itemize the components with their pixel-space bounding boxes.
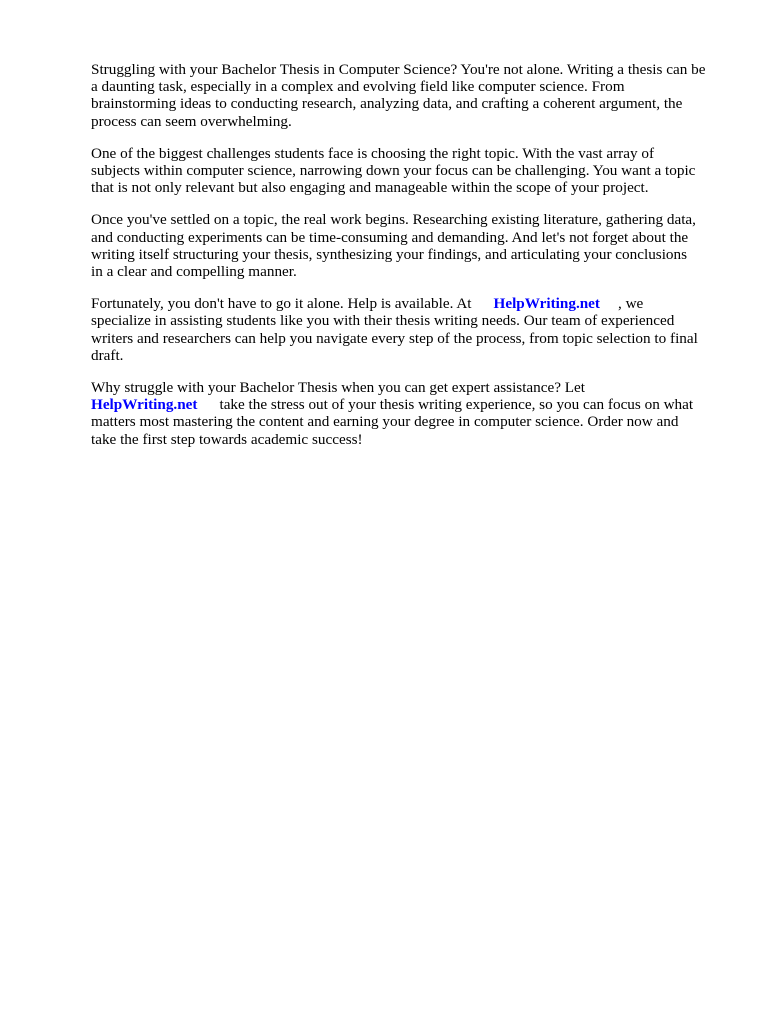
helpwriting-link-1[interactable]: HelpWriting.net bbox=[493, 295, 600, 313]
paragraph-help-text-before: Fortunately, you don't have to go it alone. Help is available. At bbox=[91, 295, 472, 313]
paragraph-intro: Struggling with your Bachelor Thesis in Computer Science? You're not alone. Writing a thesis can be a daunting task, especially in a complex and evolving field like computer science. From brainstorming ideas to conducting research, analyzing data, and crafting a coherent argument, the process can seem overwhelming. bbox=[91, 61, 706, 130]
paragraph-research: Once you've settled on a topic, the real work begins. Researching existing literature, gathering data, and conducting experiments can be time-consuming and demanding. And let's not forget about the writing itself structuring your thesis, synthesizing your findings, and articulating your conclusions in a clear and compelling manner. bbox=[91, 211, 696, 281]
helpwriting-link-2[interactable]: HelpWriting.net bbox=[91, 396, 198, 414]
paragraph-cta bbox=[91, 379, 731, 448]
paragraph-help-text-after: , we specialize in assisting students like you with their thesis writing needs. Our team of experienced writers and researchers can help you navigate every step of the process, from topic selection to final draft. bbox=[91, 295, 698, 364]
paragraph-help bbox=[91, 295, 731, 364]
paragraph-cta-text-after: take the stress out of your thesis writing experience, so you can focus on what matters most mastering the content and earning your degree in computer science. Order now and take the first step towards academic success! bbox=[91, 396, 694, 448]
document-page bbox=[91, 61, 731, 463]
paragraph-cta-text-before: Why struggle with your Bachelor Thesis when you can get expert assistance? Let bbox=[91, 379, 586, 397]
paragraph-topic: One of the biggest challenges students face is choosing the right topic. With the vast array of subjects within computer science, narrowing down your focus can be challenging. You want a topic that is not only relevant but also engaging and manageable within the scope of your project. bbox=[91, 144, 696, 197]
